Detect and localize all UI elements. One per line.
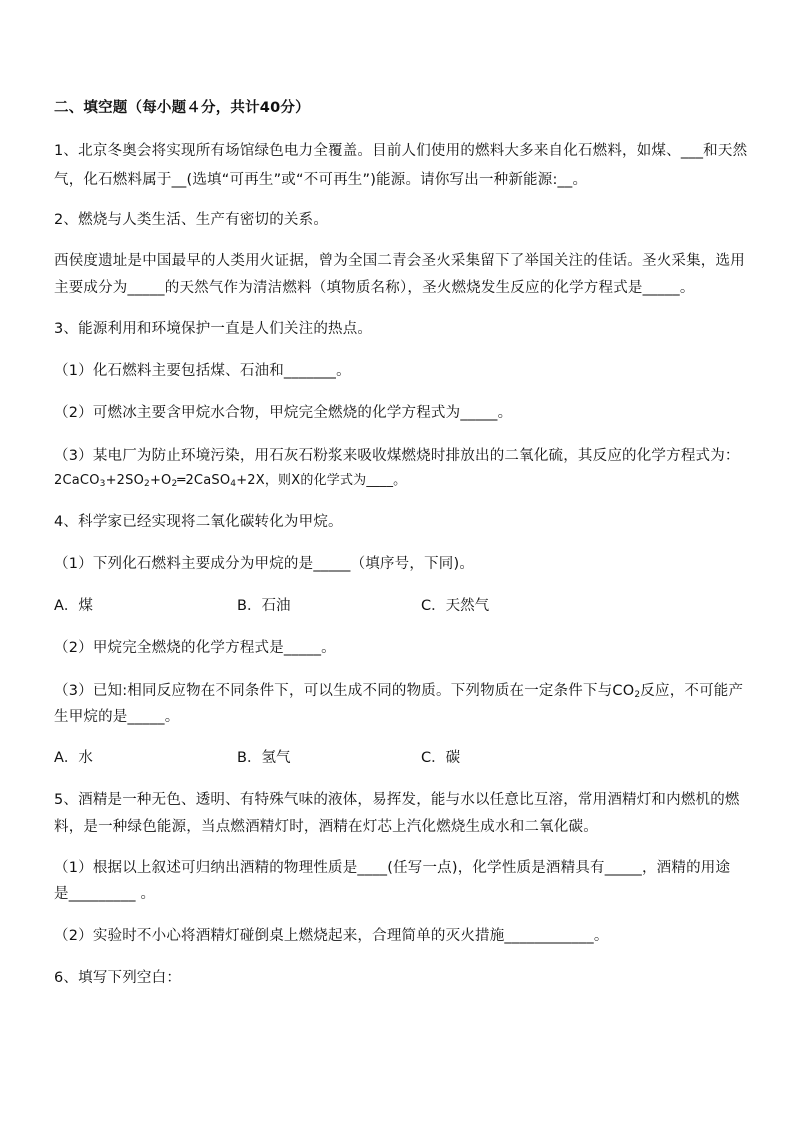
q4-option-b: B．石油 [237,598,291,614]
q6-line1: 6、填写下列空白： [54,970,182,986]
q5-sub1-line2: 是_________ 。 [54,886,156,902]
q4-option2-b: B．氢气 [237,750,291,766]
eq-subscript: 3 [99,479,106,489]
q5-sub2: （2）实验时不小心将酒精灯碰倒桌上燃烧起来，合理简单的灭火措施____________。 [54,928,609,944]
q2-line1: 2、燃烧与人类生活、生产有密切的关系。 [54,212,329,228]
eq-part: +O [149,473,172,488]
q1-line1: 1、北京冬奥会将实现所有场馆绿色电力全覆盖。目前人们使用的燃料大多来自化石燃料，如煤、___和天然 [54,143,748,159]
q3-sub1: （1）化石燃料主要包括煤、石油和_______。 [54,363,351,379]
q3-equation [54,471,406,491]
q2-line2: 西侯度遗址是中国最早的人类用火证据，曾为全国二青会圣火采集留下了举国关注的佳话。圣火采集，选用 [54,253,745,269]
subscript: 2 [634,690,641,700]
q3-line1: 3、能源利用和环境保护一直是人们关注的热点。 [54,321,373,337]
text-part: 反应，不可能产 [640,683,744,699]
q4-sub3-line1 [54,681,743,701]
eq-part: +2SO [105,473,145,488]
q5-sub1-line1: （1）根据以上叙述可归纳出酒精的物理性质是____(任写一点)，化学性质是酒精具有_____，酒精的用途 [54,860,731,876]
q5-line2: 料，是一种绿色能源，当点燃酒精灯时，酒精在灯芯上汽化燃烧生成水和二氧化碳。 [54,819,598,835]
eq-part: ═2CaSO [177,473,231,488]
q1-line2: 气，化石燃料属于__(选填“可再生”或“不可再生”)能源。请你写出一种新能源:__。 [54,172,588,188]
section-title: 二、填空题（每小题４分，共计40分） [54,100,310,116]
q4-option2-c: C．碳 [421,750,461,766]
q4-sub2: （2）甲烷完全燃烧的化学方程式是_____。 [54,640,336,656]
q4-option2-a: A．水 [54,750,93,766]
q4-line1: 4、科学家已经实现将二氧化碳转化为甲烷。 [54,514,343,530]
q4-option-a: A．煤 [54,598,93,614]
eq-part: +2X，则X的化学式为____。 [236,473,407,488]
q3-sub3-line1: （3）某电厂为防止环境污染，用石灰石粉浆来吸收煤燃烧时排放出的二氧化硫，其反应的化学方程式为： [54,448,740,464]
q3-sub2: （2）可燃冰主要含甲烷水合物，甲烷完全燃烧的化学方程式为_____。 [54,405,513,421]
text-part: （3）已知:相同反应物在不同条件下，可以生成不同的物质。下列物质在一定条件下与CO [54,683,635,699]
eq-subscript: 4 [230,479,237,489]
eq-subscript: 2 [171,479,178,489]
q4-sub1: （1）下列化石燃料主要成分为甲烷的是_____（填序号，下同)。 [54,556,475,572]
eq-part: 2CaCO [54,473,100,488]
q2-line3: 主要成分为_____的天然气作为清洁燃料（填物质名称），圣火燃烧发生反应的化学方程式是_____。 [54,280,695,296]
q4-option-c: C．天然气 [421,598,490,614]
q4-sub3-line2: 生甲烷的是_____。 [54,709,180,725]
q5-line1: 5、酒精是一种无色、透明、有特殊气味的液体，易挥发，能与水以任意比互溶，常用酒精灯和内燃机的燃 [54,792,740,808]
eq-subscript: 2 [144,479,150,489]
